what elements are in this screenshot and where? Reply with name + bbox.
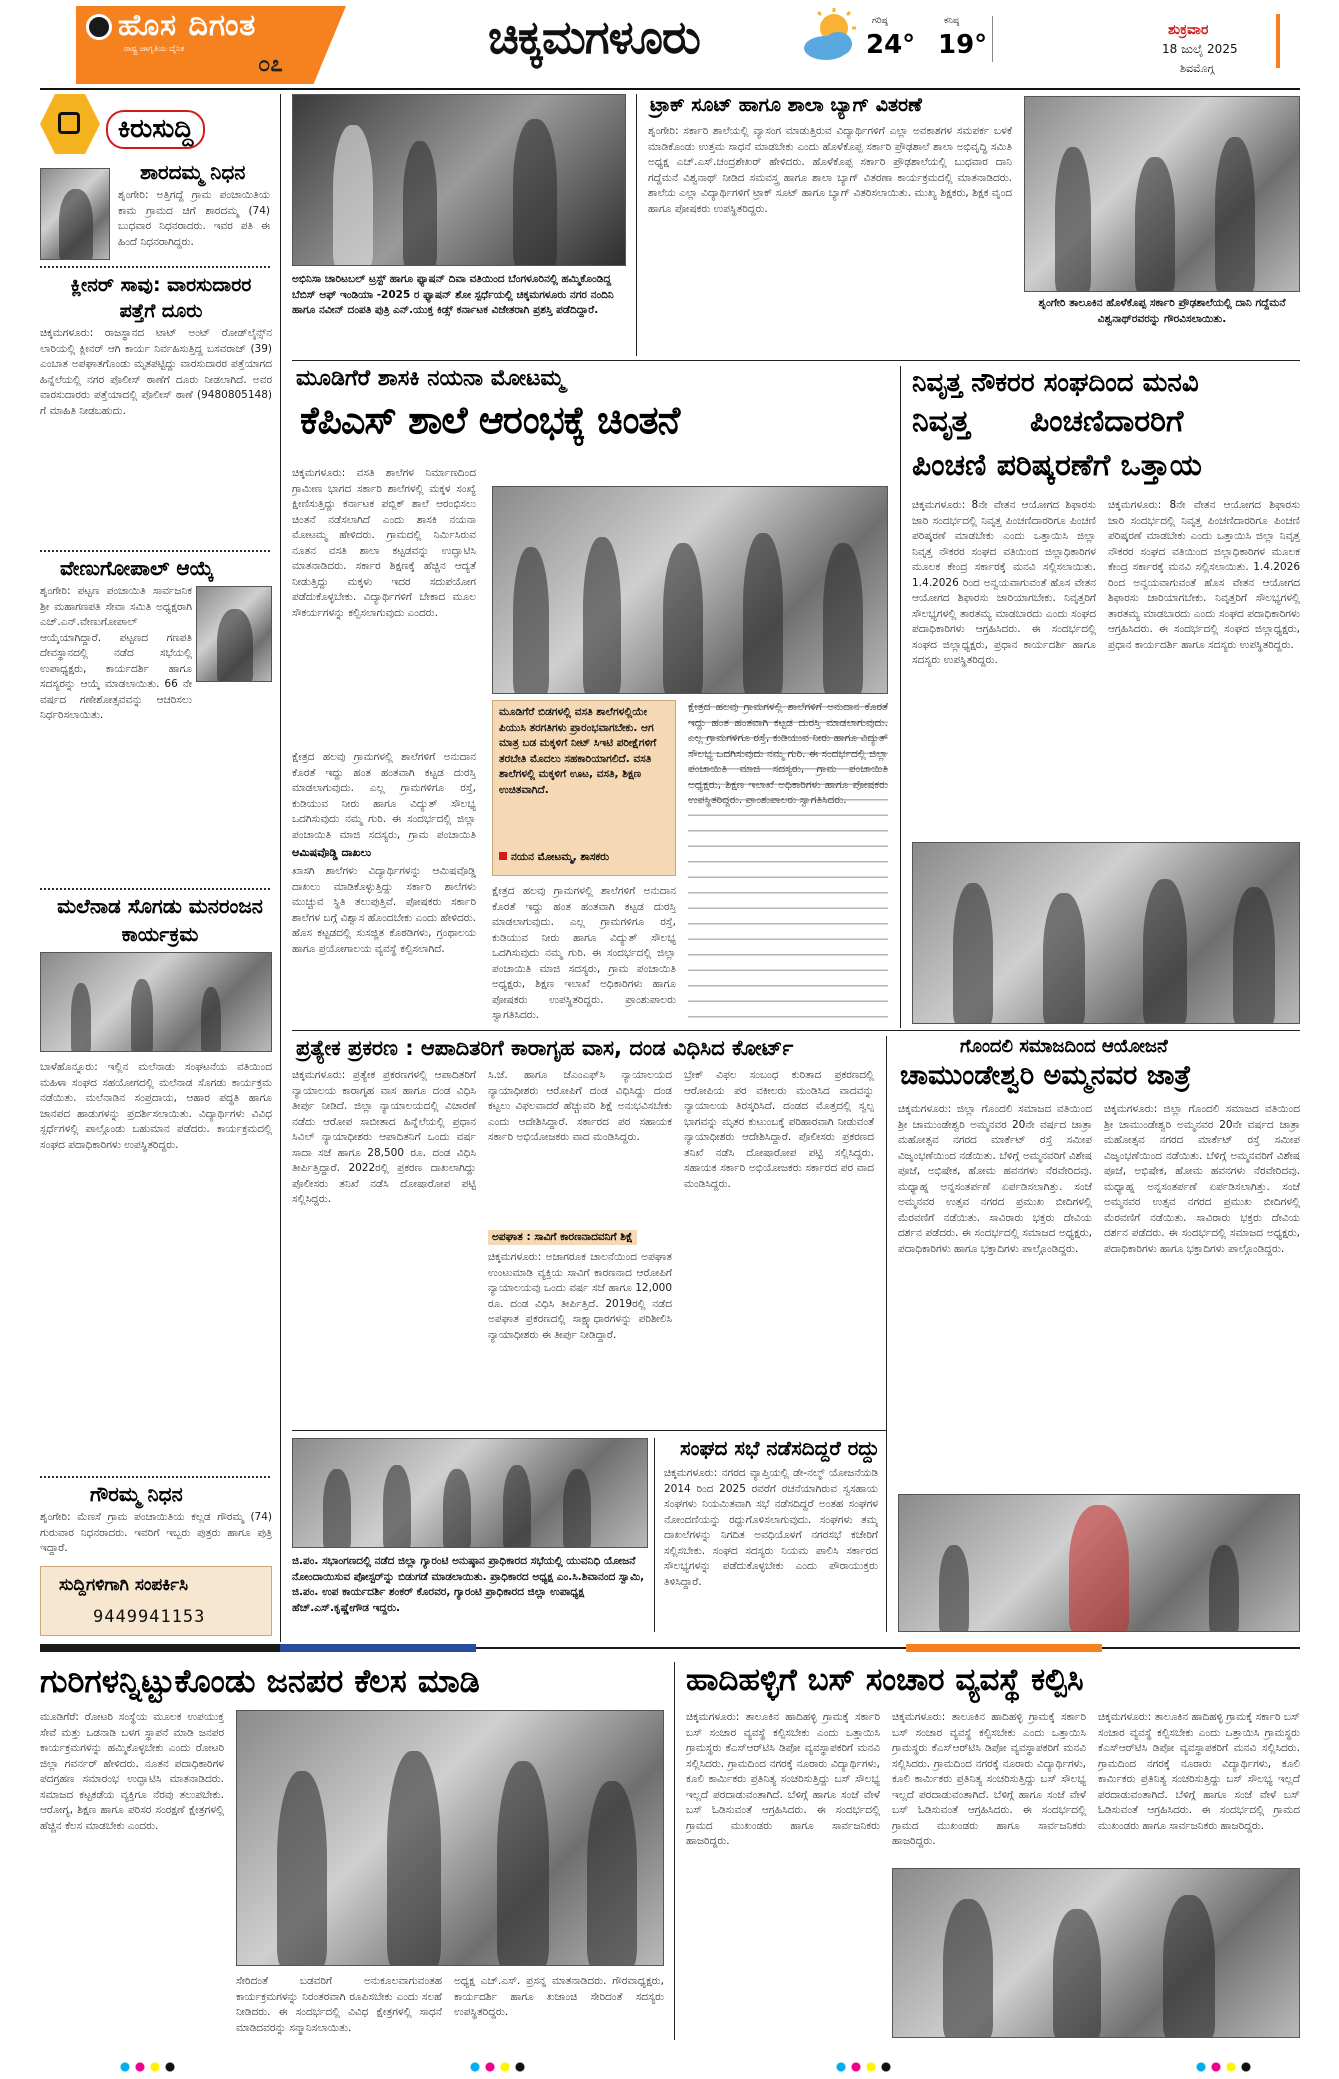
tracksuit-photo bbox=[1024, 96, 1300, 292]
contact-phone: 9449941153 bbox=[93, 1607, 206, 1627]
kps-text-a: ಚಿಕ್ಕಮಗಳೂರು: ವಸತಿ ಶಾಲೆಗಳ ನಿರ್ಮಾಣದಿಂದ ಗ್ರಾಮೀಣ ಭಾಗದ ಸರ್ಕಾರಿ ಶಾಲೆಗಳಲ್ಲಿ ಮಕ್ಕಳ ಸಂಖ್ಯೆ ಕ್ಷೀಣಿಸುತ್ತಿದ್ದು ಕರ್ನಾಟಕ ಪಬ್ಲಿಕ್ ಶಾಲೆ ಆರಂಭಿಸಲು ಚಿಂತನೆ ನಡೆಸಲಾಗಿದೆ ಎಂದು ಶಾಸಕಿ ನಯನಾ ಮೋಟಮ್ಮ ಹೇಳಿದರು. ಗ್ರಾಮದಲ್ಲಿ ನಿರ್ಮಿಸಿರುವ ನೂತನ ವಸತಿ ಶಾಲಾ ಕಟ್ಟಡವನ್ನು ಉದ್ಘಾಟಿಸಿ ಮಾತನಾಡಿದರು. ಸರ್ಕಾರ ಶಿಕ್ಷಣಕ್ಕೆ ಹೆಚ್ಚಿನ ಆದ್ಯತೆ ನೀಡುತ್ತಿದ್ದು ಮಕ್ಕಳು ಇದರ ಸದುಪಯೋಗ ಪಡೆದುಕೊಳ್ಳಬೇಕು. ವಿದ್ಯಾರ್ಥಿಗಳಿಗೆ ಬೇಕಾದ ಮೂಲ ಸೌಕರ್ಯಗಳನ್ನು ಕಲ್ಪಿಸಲಾಗುವುದು ಎಂದರು. bbox=[292, 467, 476, 619]
masthead-orange-bar bbox=[1276, 14, 1280, 68]
kps-subhead: ಆಮಿಷವೊಡ್ಡಿ ದಾಖಲು bbox=[292, 846, 372, 859]
contact-box bbox=[40, 1566, 272, 1636]
max-temp-label: ಗರಿಷ್ಠ bbox=[872, 16, 888, 26]
contact-label: ಸುದ್ದಿಗಳಿಗಾಗಿ ಸಂಪರ್ಕಿಸಿ bbox=[59, 1575, 189, 1595]
divider-black bbox=[40, 1644, 280, 1652]
malenadu-event-photo bbox=[40, 952, 272, 1052]
bus-text-b: ಚಿಕ್ಕಮಗಳೂರು: ತಾಲೂಕಿನ ಹಾದಿಹಳ್ಳಿ ಗ್ರಾಮಕ್ಕೆ ಸರ್ಕಾರಿ ಬಸ್ ಸಂಚಾರ ವ್ಯವಸ್ಥೆ ಕಲ್ಪಿಸಬೇಕು ಎಂದು ಒತ್ತಾಯಿಸಿ ಗ್ರಾಮಸ್ಥರು ಕೆಎಸ್‌ಆರ್‌ಟಿಸಿ ಡಿಪೋ ವ್ಯವಸ್ಥಾಪಕರಿಗೆ ಮನವಿ ಸಲ್ಲಿಸಿದರು. ಗ್ರಾಮದಿಂದ ನಗರಕ್ಕೆ ನೂರಾರು ವಿದ್ಯಾರ್ಥಿಗಳು, ಕೂಲಿ ಕಾರ್ಮಿಕರು ಪ್ರತಿನಿತ್ಯ ಸಂಚರಿಸುತ್ತಿದ್ದು ಬಸ್ ಸೌಲಭ್ಯ ಇಲ್ಲದೆ ಪರದಾಡುವಂತಾಗಿದೆ. ಬೆಳಿಗ್ಗೆ ಹಾಗೂ ಸಂಜೆ ವೇಳೆ ಬಸ್ ಓಡಿಸುವಂತೆ ಆಗ್ರಹಿಸಿದರು. ಈ ಸಂದರ್ಭದಲ್ಲಿ ಗ್ರಾಮದ ಮುಖಂಡರು ಹಾಗೂ ಸಾರ್ವಜನಿಕರು ಹಾಜರಿದ್ದರು. bbox=[892, 1711, 1086, 1847]
brand-tagline: ರಾಷ್ಟ್ರ ಜಾಗೃತಿಯ ದೈನಿಕ bbox=[124, 44, 185, 53]
kps-title: ಕೆಪಿಎಸ್ ಶಾಲೆ ಆರಂಭಕ್ಕೆ ಚಿಂತನೆ bbox=[300, 398, 680, 442]
edition: ಶಿವಮೊಗ್ಗ bbox=[1180, 62, 1215, 75]
brand-logo-icon bbox=[86, 14, 112, 40]
page-number: ೦೭ bbox=[258, 52, 283, 77]
kps-text-b: ಖಾಸಗಿ ಶಾಲೆಗಳು ವಿದ್ಯಾರ್ಥಿಗಳನ್ನು ಆಮಿಷವೊಡ್ಡಿ ದಾಖಲು ಮಾಡಿಕೊಳ್ಳುತ್ತಿದ್ದು ಸರ್ಕಾರಿ ಶಾಲೆಗಳು ಮುಚ್ಚುವ ಸ್ಥಿತಿ ತಲುಪುತ್ತಿವೆ. ಪೋಷಕರು ಸರ್ಕಾರಿ ಶಾಲೆಗಳ ಬಗ್ಗೆ ವಿಶ್ವಾಸ ಹೊಂದಬೇಕು ಎಂದು ಹೇಳಿದರು. ಹೊಸ ಕಟ್ಟಡದಲ್ಲಿ ಸುಸಜ್ಜಿತ ಕೊಠಡಿಗಳು, ಗ್ರಂಥಾಲಯ ಹಾಗೂ ಪ್ರಯೋಗಾಲಯ ವ್ಯವಸ್ಥೆ ಕಲ್ಪಿಸಲಾಗಿದೆ. bbox=[292, 865, 476, 955]
kps-quote-by: ನಯನ ಮೋಟಮ್ಮ, ಶಾಸಕರು bbox=[499, 851, 609, 864]
meeting-title: ಸಂಘದ ಸಭೆ ನಡೆಸದಿದ್ದರೆ ರದ್ದು bbox=[680, 1436, 880, 1460]
jatre-title: ಚಾಮುಂಡೇಶ್ವರಿ ಅಮ್ಮನವರ ಜಾತ್ರೆ bbox=[900, 1060, 1191, 1091]
registration-marks-1 bbox=[120, 2062, 180, 2072]
kps-quote-box bbox=[492, 700, 676, 876]
tracksuit-title: ಟ್ರಾಕ್ ಸೂಟ್ ಹಾಗೂ ಶಾಲಾ ಬ್ಯಾಗ್ ವಿತರಣೆ bbox=[650, 94, 922, 116]
rotary-photo bbox=[236, 1710, 664, 1966]
meeting-text: ಚಿಕ್ಕಮಗಳೂರು: ನಗರದ ವ್ಯಾಪ್ತಿಯಲ್ಲಿ ಡೇ-ನಲ್ಮ್ ಯೋಜನೆಯಡಿ 2014 ರಿಂದ 2025 ರವರೆಗೆ ರಚನೆಯಾಗಿರುವ ಸ್ವಸಹಾಯ ಸಂಘಗಳು ನಿಯಮಿತವಾಗಿ ಸಭೆ ನಡೆಸದಿದ್ದರೆ ಅಂತಹ ಸಂಘಗಳ ನೋಂದಣಿಯನ್ನು ರದ್ದುಗೊಳಿಸಲಾಗುವುದು. ಸಂಘಗಳು ತಮ್ಮ ದಾಖಲೆಗಳನ್ನು ನಿಗದಿತ ಅವಧಿಯೊಳಗೆ ನಗರಸಭೆ ಕಚೇರಿಗೆ ಸಲ್ಲಿಸಬೇಕು. ಸಂಘದ ಸದಸ್ಯರು ನಿಯಮ ಪಾಲಿಸಿ ಸರ್ಕಾರದ ಸೌಲಭ್ಯಗಳನ್ನು ಪಡೆದುಕೊಳ್ಳಬೇಕು ಎಂದು ಪೌರಾಯುಕ್ತರು ತಿಳಿಸಿದ್ದಾರೆ. bbox=[664, 1467, 878, 1588]
target-text-a: ಮೂಡಿಗೆರೆ: ರೋಟರಿ ಸಂಸ್ಥೆಯ ಮೂಲಕ ಉಪಯುಕ್ತ ಸೇವೆ ಮತ್ತು ಒಡನಾಡಿ ಬಳಗ ಸ್ಥಾಪನೆ ಮಾಡಿ ಜನಪರ ಕಾರ್ಯಕ್ರಮಗಳನ್ನು ಹಮ್ಮಿಕೊಳ್ಳಬೇಕು ಎಂದು ರೋಟರಿ ಜಿಲ್ಲಾ ಗವರ್ನರ್ ಹೇಳಿದರು. ನೂತನ ಪದಾಧಿಕಾರಿಗಳ ಪದಗ್ರಹಣ ಸಮಾರಂಭ ಉದ್ಘಾಟಿಸಿ ಮಾತನಾಡಿದರು. ಸಮಾಜದ ಕಟ್ಟಕಡೆಯ ವ್ಯಕ್ತಿಗೂ ನೆರವು ತಲುಪಬೇಕು. ಆರೋಗ್ಯ, ಶಿಕ್ಷಣ ಹಾಗೂ ಪರಿಸರ ಸಂರಕ್ಷಣೆ ಕ್ಷೇತ್ರಗಳಲ್ಲಿ ಹೆಚ್ಚಿನ ಕೆಲಸ ಮಾಡಬೇಕು ಎಂದರು. bbox=[40, 1711, 224, 1832]
court-subhead: ಅಪಘಾತ : ಸಾವಿಗೆ ಕಾರಣನಾದವನಿಗೆ ಶಿಕ್ಷೆ bbox=[488, 1230, 637, 1245]
brand-name: ಹೊಸ ದಿಗಂತ bbox=[118, 8, 257, 43]
s3-text-a: ಶೃಂಗೇರಿ: ಪಟ್ಟಣ ಪಂಚಾಯಿತಿ ಸಾರ್ವಜನಿಕ ಶ್ರೀ ಮಹಾಗಣಪತಿ ಸೇವಾ ಸಮಿತಿ ಅಧ್ಯಕ್ಷರಾಗಿ ಎಚ್.ಎನ್.ವೇಣುಗೋಪಾಲ್ ಆಯ್ಕೆಯಾಗಿದ್ದಾರೆ. ಪಟ್ಟಣದ ಗಣಪತಿ ದೇವಸ್ಥಾನದಲ್ಲಿ ನಡೆದ ಸಭೆಯಲ್ಲಿ ಉಪಾಧ್ಯಕ್ಷರು, ಕಾರ್ಯದರ್ಶಿ ಹಾಗೂ ಸದಸ್ಯರನ್ನು ಆಯ್ಕೆ ಮಾಡಲಾಯಿತು. 66 ನೇ ವರ್ಷದ ಗಣೇಶೋತ್ಸವವನ್ನು ಆಚರಿಸಲು ನಿರ್ಧರಿಸಲಾಯಿತು. bbox=[40, 585, 192, 721]
s2-title: ಕ್ಲೀನರ್ ಸಾವು: ವಾರಸುದಾರರ ಪತ್ತೆಗೆ ದೂರು bbox=[70, 274, 252, 322]
bus-title: ಹಾದಿಹಳ್ಳಿಗೆ ಬಸ್ ಸಂಚಾರ ವ್ಯವಸ್ಥೆ ಕಲ್ಪಿಸಿ bbox=[686, 1662, 1084, 1698]
pension-text-b: ಚಿಕ್ಕಮಗಳೂರು: 8ನೇ ವೇತನ ಆಯೋಗದ ಶಿಫಾರಸು ಜಾರಿ ಸಂದರ್ಭದಲ್ಲಿ ನಿವೃತ್ತ ಪಿಂಚಣಿದಾರರಿಗೂ ಪಿಂಚಣಿ ಪರಿಷ್ಕರಣೆ ಮಾಡಬೇಕು ಎಂದು ಒತ್ತಾಯಿಸಿ ಜಿಲ್ಲಾ ನಿವೃತ್ತ ನೌಕರರ ಸಂಘದ ವತಿಯಿಂದ ಜಿಲ್ಲಾಧಿಕಾರಿಗಳ ಮೂಲಕ ಕೇಂದ್ರ ಸರ್ಕಾರಕ್ಕೆ ಮನವಿ ಸಲ್ಲಿಸಲಾಯಿತು. 1.4.2026 ರಿಂದ ಅನ್ವಯವಾಗುವಂತೆ ಹೊಸ ವೇತನ ಆಯೋಗದ ಶಿಫಾರಸು ಜಾರಿಯಾಗಬೇಕು. ನಿವೃತ್ತರಿಗೆ ಸೌಲಭ್ಯಗಳಲ್ಲಿ ತಾರತಮ್ಯ ಮಾಡಬಾರದು ಎಂದು ಸಂಘದ ಪದಾಧಿಕಾರಿಗಳು ಆಗ್ರಹಿಸಿದರು. ಈ ಸಂದರ್ಭದಲ್ಲಿ ಸಂಘದ ಜಿಲ್ಲಾಧ್ಯಕ್ಷರು, ಪ್ರಧಾನ ಕಾರ್ಯದರ್ಶಿ ಹಾಗೂ ಸದಸ್ಯರು ಉಪಸ್ಥಿತರಿದ್ದರು. bbox=[1108, 499, 1300, 651]
pension-photo bbox=[912, 842, 1300, 1024]
registration-marks-2 bbox=[470, 2062, 530, 2072]
pension-line1: ನಿವೃತ್ತ ನೌಕರರ ಸಂಘದಿಂದ ಮನವಿ bbox=[912, 368, 1199, 398]
registration-marks-4 bbox=[1196, 2062, 1256, 2072]
kiru-suddi-icon bbox=[40, 94, 100, 154]
court-text-d: ಬ್ರೇಕ್ ವಿಫಲ ಸಂಬಂಧ ಕುರಿತಾದ ಪ್ರಕರಣದಲ್ಲಿ ಆರೋಪಿಯ ಪರ ವಕೀಲರು ಮಂಡಿಸಿದ ವಾದವನ್ನು ನ್ಯಾಯಾಲಯ ತಿರಸ್ಕರಿಸಿದೆ. ದಂಡದ ಮೊತ್ತದಲ್ಲಿ ಸ್ವಲ್ಪ ಭಾಗವನ್ನು ಮೃತರ ಕುಟುಂಬಕ್ಕೆ ಪರಿಹಾರವಾಗಿ ನೀಡುವಂತೆ ನ್ಯಾಯಾಧೀಶರು ಆದೇಶಿಸಿದ್ದಾರೆ. ಪೊಲೀಸರು ಪ್ರಕರಣದ ತನಿಖೆ ನಡೆಸಿ ದೋಷಾರೋಪ ಪಟ್ಟಿ ಸಲ್ಲಿಸಿದ್ದರು. ಸಹಾಯಕ ಸರ್ಕಾರಿ ಅಭಿಯೋಜಕರು ಸರ್ಕಾರದ ಪರ ವಾದ ಮಂಡಿಸಿದ್ದರು. bbox=[684, 1069, 874, 1190]
jatre-kicker: ಗೊಂದಲಿ ಸಮಾಜದಿಂದ ಆಯೋಜನೆ bbox=[960, 1036, 1168, 1057]
pension-line2: ನಿವೃತ್ತ bbox=[912, 404, 970, 439]
kps-quote: ಮೂಡಿಗೆರೆ ಬಿಡಗಳಲ್ಲಿ ವಸತಿ ಶಾಲೆಗಳಲ್ಲಿಯೇ ಪಿಯುಸಿ ತರಗತಿಗಳು ಪ್ರಾರಂಭವಾಗಬೇಕು. ಆಗ ಮಾತ್ರ ಬಡ ಮಕ್ಕಳಿಗೆ ನೀಟ್ ಸಿಇಟಿ ಪರೀಕ್ಷೆಗಳಿಗೆ ತರಬೇತಿ ಮೊದಲು ಸಹಕಾರಿಯಾಗಲಿದೆ. ವಸತಿ ಶಾಲೆಗಳಲ್ಲಿ ಮಕ್ಕಳಿಗೆ ಊಟ, ವಸತಿ, ಶಿಕ್ಷಣ ಉಚಿತವಾಗಿದೆ. bbox=[499, 706, 657, 796]
jatre-photo bbox=[898, 1494, 1300, 1632]
guarantee-photo bbox=[292, 1438, 648, 1548]
divider-gap bbox=[476, 1647, 906, 1649]
day: ಶುಕ್ರವಾರ bbox=[1168, 22, 1209, 38]
kps-event-photo bbox=[492, 486, 888, 694]
max-temp: 24° bbox=[866, 30, 916, 60]
court-text-c: ಚಿಕ್ಕಮಗಳೂರು: ಅಜಾಗರೂಕ ಚಾಲನೆಯಿಂದ ಅಪಘಾತ ಉಂಟುಮಾಡಿ ವ್ಯಕ್ತಿಯ ಸಾವಿಗೆ ಕಾರಣನಾದ ಆರೋಪಿಗೆ ನ್ಯಾಯಾಲಯವು ಒಂದು ವರ್ಷ ಸಜೆ ಹಾಗೂ 12,000 ರೂ. ದಂಡ ವಿಧಿಸಿ ತೀರ್ಪಿತ್ತಿದೆ. 2019ರಲ್ಲಿ ನಡೆದ ಅಪಘಾತ ಪ್ರಕರಣದಲ್ಲಿ ಸಾಕ್ಷ್ಯಾಧಾರಗಳನ್ನು ಪರಿಶೀಲಿಸಿ ನ್ಯಾಯಾಧೀಶರು ಈ ತೀರ್ಪು ನೀಡಿದ್ದಾರೆ. bbox=[488, 1251, 672, 1341]
min-temp: 19° bbox=[938, 30, 988, 60]
jatre-text-a: ಚಿಕ್ಕಮಗಳೂರು: ಜಿಲ್ಲಾ ಗೊಂದಲಿ ಸಮಾಜದ ವತಿಯಿಂದ ಶ್ರೀ ಚಾಮುಂಡೇಶ್ವರಿ ಅಮ್ಮನವರ 20ನೇ ವರ್ಷದ ಜಾತ್ರಾ ಮಹೋತ್ಸವ ನಗರದ ಮಾರ್ಕೆಟ್ ರಸ್ತೆ ಸಮೀಪ ವಿಜೃಂಭಣೆಯಿಂದ ನಡೆಯಿತು. ಬೆಳಿಗ್ಗೆ ಅಮ್ಮನವರಿಗೆ ವಿಶೇಷ ಪೂಜೆ, ಅಭಿಷೇಕ, ಹೋಮ ಹವನಗಳು ನೆರವೇರಿದವು. ಮಧ್ಯಾಹ್ನ ಅನ್ನಸಂತರ್ಪಣೆ ಏರ್ಪಡಿಸಲಾಗಿತ್ತು. ಸಂಜೆ ಅಮ್ಮನವರ ಉತ್ಸವ ನಗರದ ಪ್ರಮುಖ ಬೀದಿಗಳಲ್ಲಿ ಮೆರವಣಿಗೆ ನಡೆಯಿತು. ಸಾವಿರಾರು ಭಕ್ತರು ದೇವಿಯ ದರ್ಶನ ಪಡೆದರು. ಈ ಸಂದರ್ಭದಲ್ಲಿ ಸಮಾಜದ ಅಧ್ಯಕ್ಷರು, ಪದಾಧಿಕಾರಿಗಳು ಹಾಗೂ ಭಕ್ತಾದಿಗಳು ಪಾಲ್ಗೊಂಡಿದ್ದರು. bbox=[898, 1103, 1092, 1255]
kps-text-b2: ಕ್ಷೇತ್ರದ ಹಲವು ಗ್ರಾಮಗಳಲ್ಲಿ ಶಾಲೆಗಳಿಗೆ ಅನುದಾನ ಕೊರತೆ ಇದ್ದು ಹಂತ ಹಂತವಾಗಿ ಕಟ್ಟಡ ದುರಸ್ತಿ ಮಾಡಲಾಗುವುದು. ಎಲ್ಲ ಗ್ರಾಮಗಳಿಗೂ ರಸ್ತೆ, ಕುಡಿಯುವ ನೀರು ಹಾಗೂ ವಿದ್ಯುತ್ ಸೌಲಭ್ಯ ಒದಗಿಸುವುದು ನಮ್ಮ ಗುರಿ. ಈ ಸಂದರ್ಭದಲ್ಲಿ ಜಿಲ್ಲಾ ಪಂಚಾಯಿತಿ ಮಾಜಿ ಸದಸ್ಯರು, ಗ್ರಾಮ ಪಂಚಾಯಿತಿ bbox=[292, 751, 476, 841]
s5-title: ಗೌರಮ್ಮ ನಿಧನ bbox=[90, 1482, 183, 1506]
pension-line2b: ಪಿಂಚಣಿದಾರರಿಗೆ bbox=[1030, 404, 1184, 439]
kiru-suddi-label: ಕಿರುಸುದ್ದಿ bbox=[106, 110, 205, 149]
target-title: ಗುರಿಗಳನ್ನಿಟ್ಟುಕೊಂಡು ಜನಪರ ಕೆಲಸ ಮಾಡಿ bbox=[40, 1662, 480, 1700]
s4-title: ಮಲೆನಾಡ ಸೊಗಡು ಮನರಂಜನ ಕಾರ್ಯಕ್ರಮ bbox=[57, 894, 263, 946]
weather-cloud-sun-icon bbox=[800, 6, 862, 66]
guarantee-caption: ಜಿ.ಪಂ. ಸಭಾಂಗಣದಲ್ಲಿ ನಡೆದ ಜಿಲ್ಲಾ ಗ್ಯಾರಂಟಿ ಅನುಷ್ಠಾನ ಪ್ರಾಧಿಕಾರದ ಸಭೆಯಲ್ಲಿ ಯುವನಿಧಿ ಯೋಜನೆ ನೋಂದಾಯಿಸುವ ಪೋಸ್ಟರ್‌ನ್ನು ಬಿಡುಗಡೆ ಮಾಡಲಾಯಿತು. ಪ್ರಾಧಿಕಾರದ ಅಧ್ಯಕ್ಷ ಎಂ.ಸಿ.ಶಿವಾನಂದ ಸ್ವಾಮಿ, ಜಿ.ಪಂ. ಉಪ ಕಾರ್ಯದರ್ಶಿ ಶಂಕರ್ ಕೊರವರ, ಗ್ಯಾರಂಟಿ ಪ್ರಾಧಿಕಾರದ ಜಿಲ್ಲಾ ಉಪಾಧ್ಯಕ್ಷ ಹೆಚ್.ಎಸ್.ಕೃಷ್ಣೇಗೌಡ ಇದ್ದರು. bbox=[292, 1555, 645, 1614]
fashion-show-caption: ಅಭಿನಿಸಾ ಚಾರಿಟಬಲ್ ಟ್ರಸ್ಟ್ ಹಾಗೂ ಫ್ಯಾಷನ್ ದಿವಾ ವತಿಯಿಂದ ಬೆಂಗಳೂರಿನಲ್ಲಿ ಹಮ್ಮಿಕೊಂಡಿದ್ದ ಬೆಬಿಸ್ ಆಫ್ ಇಂಡಿಯಾ -2025 ರ ಫ್ಯಾಷನ್ ಶೋ ಸ್ಪರ್ಧೆಯಲ್ಲಿ ಚಿಕ್ಕಮಗಳೂರು ನಗರ ನಂದಿನಿ ಹಾಗೂ ನವೀನ್ ದಂಪತಿ ಪುತ್ರಿ ಎನ್.ಯುಕ್ತ ಕಿಡ್ಸ್ ಕರ್ನಾಟಕ ವಿಜೇತರಾಗಿ ಪ್ರಶಸ್ತಿ ಪಡೆದಿದ್ದಾರೆ. bbox=[292, 273, 614, 316]
min-temp-label: ಕನಿಷ್ಠ bbox=[944, 16, 960, 26]
pension-text-a: ಚಿಕ್ಕಮಗಳೂರು: 8ನೇ ವೇತನ ಆಯೋಗದ ಶಿಫಾರಸು ಜಾರಿ ಸಂದರ್ಭದಲ್ಲಿ ನಿವೃತ್ತ ಪಿಂಚಣಿದಾರರಿಗೂ ಪಿಂಚಣಿ ಪರಿಷ್ಕರಣೆ ಮಾಡಬೇಕು ಎಂದು ಒತ್ತಾಯಿಸಿ ಜಿಲ್ಲಾ ನಿವೃತ್ತ ನೌಕರರ ಸಂಘದ ವತಿಯಿಂದ ಜಿಲ್ಲಾಧಿಕಾರಿಗಳ ಮೂಲಕ ಕೇಂದ್ರ ಸರ್ಕಾರಕ್ಕೆ ಮನವಿ ಸಲ್ಲಿಸಲಾಯಿತು. 1.4.2026 ರಿಂದ ಅನ್ವಯವಾಗುವಂತೆ ಹೊಸ ವೇತನ ಆಯೋಗದ ಶಿಫಾರಸು ಜಾರಿಯಾಗಬೇಕು. ನಿವೃತ್ತರಿಗೆ ಸೌಲಭ್ಯಗಳಲ್ಲಿ ತಾರತಮ್ಯ ಮಾಡಬಾರದು ಎಂದು ಸಂಘದ ಪದಾಧಿಕಾರಿಗಳು ಆಗ್ರಹಿಸಿದರು. ಈ ಸಂದರ್ಭದಲ್ಲಿ ಸಂಘದ ಜಿಲ್ಲಾಧ್ಯಕ್ಷರು, ಪ್ರಧಾನ ಕಾರ್ಯದರ್ಶಿ ಹಾಗೂ ಸದಸ್ಯರು ಉಪಸ್ಥಿತರಿದ್ದರು. bbox=[912, 499, 1096, 666]
sharadamma-portrait bbox=[40, 168, 110, 260]
city-name: ಚಿಕ್ಕಮಗಳೂರು bbox=[488, 10, 700, 64]
divider-blue bbox=[280, 1644, 476, 1652]
s4-text: ಬಾಳೆಹೊನ್ನೂರು: ಇಲ್ಲಿನ ಮಲೆನಾಡು ಸಂಘಟನೆಯ ವತಿಯಿಂದ ಮಹಿಳಾ ಸಂಘದ ಸಹಯೋಗದಲ್ಲಿ ಮಲೆನಾಡ ಸೊಗಡು ಕಾರ್ಯಕ್ರಮ ನಡೆಯಿತು. ಮಲೆನಾಡಿನ ಸಂಪ್ರದಾಯ, ಆಹಾರ ಪದ್ಧತಿ ಹಾಗೂ ಜಾನಪದ ಹಾಡುಗಳನ್ನು ಪ್ರದರ್ಶಿಸಲಾಯಿತು. ವಿದ್ಯಾರ್ಥಿಗಳು ವಿವಿಧ ಸ್ಪರ್ಧೆಗಳಲ್ಲಿ ಪಾಲ್ಗೊಂಡು ಬಹುಮಾನ ಪಡೆದರು. ಕಾರ್ಯಕ್ರಮದಲ್ಲಿ ಸಂಘದ ಪದಾಧಿಕಾರಿಗಳು ಉಪಸ್ಥಿತರಿದ್ದರು. bbox=[40, 1061, 272, 1151]
jatre-text-b: ಚಿಕ್ಕಮಗಳೂರು: ಜಿಲ್ಲಾ ಗೊಂದಲಿ ಸಮಾಜದ ವತಿಯಿಂದ ಶ್ರೀ ಚಾಮುಂಡೇಶ್ವರಿ ಅಮ್ಮನವರ 20ನೇ ವರ್ಷದ ಜಾತ್ರಾ ಮಹೋತ್ಸವ ನಗರದ ಮಾರ್ಕೆಟ್ ರಸ್ತೆ ಸಮೀಪ ವಿಜೃಂಭಣೆಯಿಂದ ನಡೆಯಿತು. ಬೆಳಿಗ್ಗೆ ಅಮ್ಮನವರಿಗೆ ವಿಶೇಷ ಪೂಜೆ, ಅಭಿಷೇಕ, ಹೋಮ ಹವನಗಳು ನೆರವೇರಿದವು. ಮಧ್ಯಾಹ್ನ ಅನ್ನಸಂತರ್ಪಣೆ ಏರ್ಪಡಿಸಲಾಗಿತ್ತು. ಸಂಜೆ ಅಮ್ಮನವರ ಉತ್ಸವ ನಗರದ ಪ್ರಮುಖ ಬೀದಿಗಳಲ್ಲಿ ಮೆರವಣಿಗೆ ನಡೆಯಿತು. ಸಾವಿರಾರು ಭಕ್ತರು ದೇವಿಯ ದರ್ಶನ ಪಡೆದರು. ಈ ಸಂದರ್ಭದಲ್ಲಿ ಸಮಾಜದ ಅಧ್ಯಕ್ಷರು, ಪದಾಧಿಕಾರಿಗಳು ಹಾಗೂ ಭಕ್ತಾದಿಗಳು ಪಾಲ್ಗೊಂಡಿದ್ದರು. bbox=[1104, 1103, 1300, 1255]
s3-title: ವೇಣುಗೋಪಾಲ್ ಆಯ್ಕೆ bbox=[60, 556, 214, 580]
s2-text: ಚಿಕ್ಕಮಗಳೂರು: ರಾಜಸ್ಥಾನದ ಟಾಟ್ ಅಂಟ್ ರೋಡ್‌ಲೈನ್ಸ್‌ನ ಲಾರಿಯಲ್ಲಿ ಕ್ಲೀನರ್ ಆಗಿ ಕಾರ್ಯ ನಿರ್ವಹಿಸುತ್ತಿದ್ದ ಬಸವರಾಜ್ (39) ಎಂಬಾತ ಅಪಘಾತಗೊಂಡು ಮೃತಪಟ್ಟಿದ್ದು ವಾರಸುದಾರರ ಪತ್ತೆಯಾಗದ ಹಿನ್ನೆಲೆಯಲ್ಲಿ ನಗರ ಪೊಲೀಸ್ ಠಾಣೆಗೆ ದೂರು ನೀಡಲಾಗಿದೆ. ಅವರ ವಾರಸುದಾರರು ಪತ್ತೆಯಾದಲ್ಲಿ ಪೊಲೀಸ್ ಠಾಣೆ (9480805148) ಗೆ ಮಾಹಿತಿ ನೀಡಬಹುದು. bbox=[40, 327, 272, 417]
bus-text-c: ಚಿಕ್ಕಮಗಳೂರು: ತಾಲೂಕಿನ ಹಾದಿಹಳ್ಳಿ ಗ್ರಾಮಕ್ಕೆ ಸರ್ಕಾರಿ ಬಸ್ ಸಂಚಾರ ವ್ಯವಸ್ಥೆ ಕಲ್ಪಿಸಬೇಕು ಎಂದು ಒತ್ತಾಯಿಸಿ ಗ್ರಾಮಸ್ಥರು ಕೆಎಸ್‌ಆರ್‌ಟಿಸಿ ಡಿಪೋ ವ್ಯವಸ್ಥಾಪಕರಿಗೆ ಮನವಿ ಸಲ್ಲಿಸಿದರು. ಗ್ರಾಮದಿಂದ ನಗರಕ್ಕೆ ನೂರಾರು ವಿದ್ಯಾರ್ಥಿಗಳು, ಕೂಲಿ ಕಾರ್ಮಿಕರು ಪ್ರತಿನಿತ್ಯ ಸಂಚರಿಸುತ್ತಿದ್ದು ಬಸ್ ಸೌಲಭ್ಯ ಇಲ್ಲದೆ ಪರದಾಡುವಂತಾಗಿದೆ. ಬೆಳಿಗ್ಗೆ ಹಾಗೂ ಸಂಜೆ ವೇಳೆ ಬಸ್ ಓಡಿಸುವಂತೆ ಆಗ್ರಹಿಸಿದರು. ಈ ಸಂದರ್ಭದಲ್ಲಿ ಗ್ರಾಮದ ಮುಖಂಡರು ಹಾಗೂ ಸಾರ್ವಜನಿಕರು ಹಾಜರಿದ್ದರು. bbox=[1098, 1711, 1300, 1832]
date: 18 ಜುಲೈ 2025 bbox=[1162, 42, 1238, 56]
fashion-show-photo bbox=[292, 94, 626, 266]
bus-photo bbox=[892, 1868, 1300, 2038]
target-text-b: ಸೇರಿದಂತೆ ಬಡವರಿಗೆ ಅನುಕೂಲವಾಗುವಂತಹ ಕಾರ್ಯಕ್ರಮಗಳನ್ನು ನಿರಂತರವಾಗಿ ರೂಪಿಸಬೇಕು ಎಂದು ಸಲಹೆ ನೀಡಿದರು. ಈ ಸಂದರ್ಭದಲ್ಲಿ ವಿವಿಧ ಕ್ಷೇತ್ರಗಳಲ್ಲಿ ಸಾಧನೆ ಮಾಡಿದವರನ್ನು ಸನ್ಮಾನಿಸಲಾಯಿತು. bbox=[236, 1975, 442, 2034]
court-text-a: ಚಿಕ್ಕಮಗಳೂರು: ಪ್ರತ್ಯೇಕ ಪ್ರಕರಣಗಳಲ್ಲಿ ಆಪಾದಿತರಿಗೆ ನ್ಯಾಯಾಲಯ ಕಾರಾಗೃಹ ವಾಸ ಹಾಗೂ ದಂಡ ವಿಧಿಸಿ ತೀರ್ಪು ನೀಡಿದೆ. ಜಿಲ್ಲಾ ನ್ಯಾಯಾಲಯದಲ್ಲಿ ವಿಚಾರಣೆ ನಡೆದು ಆರೋಪ ಸಾಬೀತಾದ ಹಿನ್ನೆಲೆಯಲ್ಲಿ ಪ್ರಧಾನ ಸಿವಿಲ್ ನ್ಯಾಯಾಧೀಶರು ಆಪಾದಿತನಿಗೆ ಒಂದು ವರ್ಷ ಸಾದಾ ಸಜೆ ಹಾಗೂ 28,500 ರೂ. ದಂಡ ವಿಧಿಸಿ ತೀರ್ಪಿತ್ತಿದ್ದಾರೆ. 2022ರಲ್ಲಿ ಪ್ರಕರಣ ದಾಖಲಾಗಿದ್ದು ಪೊಲೀಸರು ತನಿಖೆ ನಡೆಸಿ ದೋಷಾರೋಪ ಪಟ್ಟಿ ಸಲ್ಲಿಸಿದ್ದರು. bbox=[292, 1069, 476, 1205]
divider-tail bbox=[1102, 1647, 1300, 1649]
s1-text: ಶೃಂಗೇರಿ: ಅತ್ತಿಗದ್ದೆ ಗ್ರಾಮ ಪಂಚಾಯಿತಿಯ ಕಾಮ ಗ್ರಾಮದ ಚಿಗೆ ಶಾರದಮ್ಮ (74) ಬುಧವಾರ ನಿಧನರಾದರು. ಇವರ ಪತಿ ಈ ಹಿಂದೆ ನಿಧನರಾಗಿದ್ದರು. bbox=[118, 189, 270, 248]
bus-text-a: ಚಿಕ್ಕಮಗಳೂರು: ತಾಲೂಕಿನ ಹಾದಿಹಳ್ಳಿ ಗ್ರಾಮಕ್ಕೆ ಸರ್ಕಾರಿ ಬಸ್ ಸಂಚಾರ ವ್ಯವಸ್ಥೆ ಕಲ್ಪಿಸಬೇಕು ಎಂದು ಒತ್ತಾಯಿಸಿ ಗ್ರಾಮಸ್ಥರು ಕೆಎಸ್‌ಆರ್‌ಟಿಸಿ ಡಿಪೋ ವ್ಯವಸ್ಥಾಪಕರಿಗೆ ಮನವಿ ಸಲ್ಲಿಸಿದರು. ಗ್ರಾಮದಿಂದ ನಗರಕ್ಕೆ ನೂರಾರು ವಿದ್ಯಾರ್ಥಿಗಳು, ಕೂಲಿ ಕಾರ್ಮಿಕರು ಪ್ರತಿನಿತ್ಯ ಸಂಚರಿಸುತ್ತಿದ್ದು ಬಸ್ ಸೌಲಭ್ಯ ಇಲ್ಲದೆ ಪರದಾಡುವಂತಾಗಿದೆ. ಬೆಳಿಗ್ಗೆ ಹಾಗೂ ಸಂಜೆ ವೇಳೆ ಬಸ್ ಓಡಿಸುವಂತೆ ಆಗ್ರಹಿಸಿದರು. ಈ ಸಂದರ್ಭದಲ್ಲಿ ಗ್ರಾಮದ ಮುಖಂಡರು ಹಾಗೂ ಸಾರ್ವಜನಿಕರು ಹಾಜರಿದ್ದರು. bbox=[686, 1711, 880, 1847]
kps-kicker: ಮೂಡಿಗೆರೆ ಶಾಸಕಿ ನಯನಾ ಮೋಟಮ್ಮ bbox=[296, 366, 565, 391]
kps-text-c: ಕ್ಷೇತ್ರದ ಹಲವು ಗ್ರಾಮಗಳಲ್ಲಿ ಶಾಲೆಗಳಿಗೆ ಅನುದಾನ ಕೊರತೆ ಇದ್ದು ಹಂತ ಹಂತವಾಗಿ ಕಟ್ಟಡ ದುರಸ್ತಿ ಮಾಡಲಾಗುವುದು. ಎಲ್ಲ ಗ್ರಾಮಗಳಿಗೂ ರಸ್ತೆ, ಕುಡಿಯುವ ನೀರು ಹಾಗೂ ವಿದ್ಯುತ್ ಸೌಲಭ್ಯ ಒದಗಿಸುವುದು ನಮ್ಮ ಗುರಿ. ಈ ಸಂದರ್ಭದಲ್ಲಿ ಜಿಲ್ಲಾ ಪಂಚಾಯಿತಿ ಮಾಜಿ ಸದಸ್ಯರು, ಗ್ರಾಮ ಪಂಚಾಯಿತಿ ಅಧ್ಯಕ್ಷರು, ಶಿಕ್ಷಣ ಇಲಾಖೆ ಅಧಿಕಾರಿಗಳು ಹಾಗೂ ಪೋಷಕರು ಉಪಸ್ಥಿತರಿದ್ದರು. ಪ್ರಾಂಶುಪಾಲರು ಸ್ವಾಗತಿಸಿದರು. bbox=[492, 885, 676, 1021]
kps-text-col3: ಕ್ಷೇತ್ರದ ಹಲವು ಗ್ರಾಮಗಳಲ್ಲಿ ಶಾಲೆಗಳಿಗೆ ಅನುದಾನ ಕೊರತೆ ಇದ್ದು ಹಂತ ಹಂತವಾಗಿ ಕಟ್ಟಡ ದುರಸ್ತಿ ಮಾಡಲಾಗುವುದು. ಎಲ್ಲ ಗ್ರಾಮಗಳಿಗೂ ರಸ್ತೆ, ಕುಡಿಯುವ ನೀರು ಹಾಗೂ ವಿದ್ಯುತ್ ಸೌಲಭ್ಯ ಒದಗಿಸುವುದು ನಮ್ಮ ಗುರಿ. ಈ ಸಂದರ್ಭದಲ್ಲಿ ಜಿಲ್ಲಾ ಪಂಚಾಯಿತಿ ಮಾಜಿ ಸದಸ್ಯರು, ಗ್ರಾಮ ಪಂಚಾಯಿತಿ ಅಧ್ಯಕ್ಷರು, ಶಿಕ್ಷಣ ಇಲಾಖೆ ಅಧಿಕಾರಿಗಳು ಹಾಗೂ ಪೋಷಕರು ಉಪಸ್ಥಿತರಿದ್ದರು. ಪ್ರಾಂಶುಪಾಲರು ಸ್ವಾಗತಿಸಿದರು. bbox=[688, 700, 888, 1024]
target-text-c: ಅಧ್ಯಕ್ಷ ಎಚ್.ಎಸ್. ಪ್ರಸನ್ನ ಮಾತನಾಡಿದರು. ಗೌರವಾಧ್ಯಕ್ಷರು, ಕಾರ್ಯದರ್ಶಿ ಹಾಗೂ ಖಜಾಂಚಿ ಸೇರಿದಂತೆ ಸದಸ್ಯರು ಉಪಸ್ಥಿತರಿದ್ದರು. bbox=[454, 1975, 664, 2018]
divider-orange bbox=[906, 1644, 1102, 1652]
registration-marks-3 bbox=[836, 2062, 896, 2072]
tracksuit-caption: ಶೃಂಗೇರಿ ತಾಲೂಕಿನ ಹೊಳೆಕೊಪ್ಪ ಸರ್ಕಾರಿ ಪ್ರೌಢಶಾಲೆಯಲ್ಲಿ ದಾನಿ ಗದ್ದೆಮನೆ ವಿಶ್ವನಾಥ್‌ರವರನ್ನು ಗೌರವಿಸಲಾಯಿತು. bbox=[1038, 297, 1286, 325]
tracksuit-text: ಶೃಂಗೇರಿ: ಸರ್ಕಾರಿ ಶಾಲೆಯಲ್ಲಿ ವ್ಯಾಸಂಗ ಮಾಡುತ್ತಿರುವ ವಿದ್ಯಾರ್ಥಿಗಳಿಗೆ ಎಲ್ಲಾ ಅವಕಾಶಗಳ ಸಮಪರ್ಕ ಬಳಕೆ ಮಾಡಿಕೊಂಡು ಉತ್ತಮ ಸಾಧನೆ ಮಾಡಬೇಕು ಎಂದು ಹೊಳೆಕೊಪ್ಪ ಸರ್ಕಾರಿ ಪ್ರೌಢಶಾಲೆ ಶಾಲಾ ಅಭಿವೃದ್ಧಿ ಸಮಿತಿ ಅಧ್ಯಕ್ಷ ಎಚ್.ಎಸ್.ಚಂದ್ರಶೇಖರ್ ಹೇಳಿದರು. ಹೊಳೆಕೊಪ್ಪ ಸರ್ಕಾರಿ ಪ್ರೌಢಶಾಲೆಯಲ್ಲಿ ಬುಧವಾರ ದಾನಿ ಗದ್ದೆಮನೆ ವಿಶ್ವನಾಥ್ ನೀಡಿದ ಸಮವಸ್ತ್ರ ಹಾಗೂ ಶಾಲಾ ಬ್ಯಾಗ್ ವಿತರಣಾ ಕಾರ್ಯಕ್ರಮದಲ್ಲಿ ಮಾತನಾಡಿದರು. ಶಾಲೆಯ ಎಲ್ಲಾ ವಿದ್ಯಾರ್ಥಿಗಳಿಗೆ ಟ್ರಾಕ್ ಸೂಟ್ ಹಾಗೂ ಬ್ಯಾಗ್ ವಿತರಿಸಲಾಯಿತು. ಮುಖ್ಯ ಶಿಕ್ಷಕರು, ಶಿಕ್ಷಕ ವೃಂದ ಹಾಗೂ ಪೋಷಕರು ಉಪಸ್ಥಿತರಿದ್ದರು. bbox=[648, 125, 1012, 215]
s1-title: ಶಾರದಮ್ಮ ನಿಧನ bbox=[140, 160, 246, 184]
masthead bbox=[0, 0, 1339, 88]
court-title: ಪ್ರತ್ಯೇಕ ಪ್ರಕರಣ : ಆಪಾದಿತರಿಗೆ ಕಾರಾಗೃಹ ವಾಸ, ದಂಡ ವಿಧಿಸಿದ ಕೋರ್ಟ್ bbox=[296, 1036, 794, 1060]
venugopal-portrait bbox=[196, 586, 272, 682]
court-text-b: ಸಿ.ಜೆ. ಹಾಗೂ ಜೆಎಂಎಫ್‌ಸಿ ನ್ಯಾಯಾಲಯದ ನ್ಯಾಯಾಧೀಶರು ಆರೋಪಿಗೆ ದಂಡ ವಿಧಿಸಿದ್ದು ದಂಡ ಕಟ್ಟಲು ವಿಫಲವಾದರೆ ಹೆಚ್ಚುವರಿ ಶಿಕ್ಷೆ ಅನುಭವಿಸಬೇಕು ಎಂದು ಆದೇಶಿಸಿದ್ದಾರೆ. ಸರ್ಕಾರದ ಪರ ಸಹಾಯಕ ಸರ್ಕಾರಿ ಅಭಿಯೋಜಕರು ವಾದ ಮಂಡಿಸಿದ್ದರು. bbox=[488, 1069, 672, 1143]
pension-line3: ಪಿಂಚಣಿ ಪರಿಷ್ಕರಣೆಗೆ ಒತ್ತಾಯ bbox=[912, 448, 1202, 483]
s5-text: ಶೃಂಗೇರಿ: ಮೆಣಸೆ ಗ್ರಾಮ ಪಂಚಾಯಿತಿಯ ಕಲ್ಲಡ ಗೌರಮ್ಮ (74) ಗುರುವಾರ ನಿಧನರಾದರು. ಇವರಿಗೆ ಇಬ್ಬರು ಪುತ್ರರು ಹಾಗೂ ಪುತ್ರಿ ಇದ್ದಾರೆ. bbox=[40, 1511, 272, 1554]
